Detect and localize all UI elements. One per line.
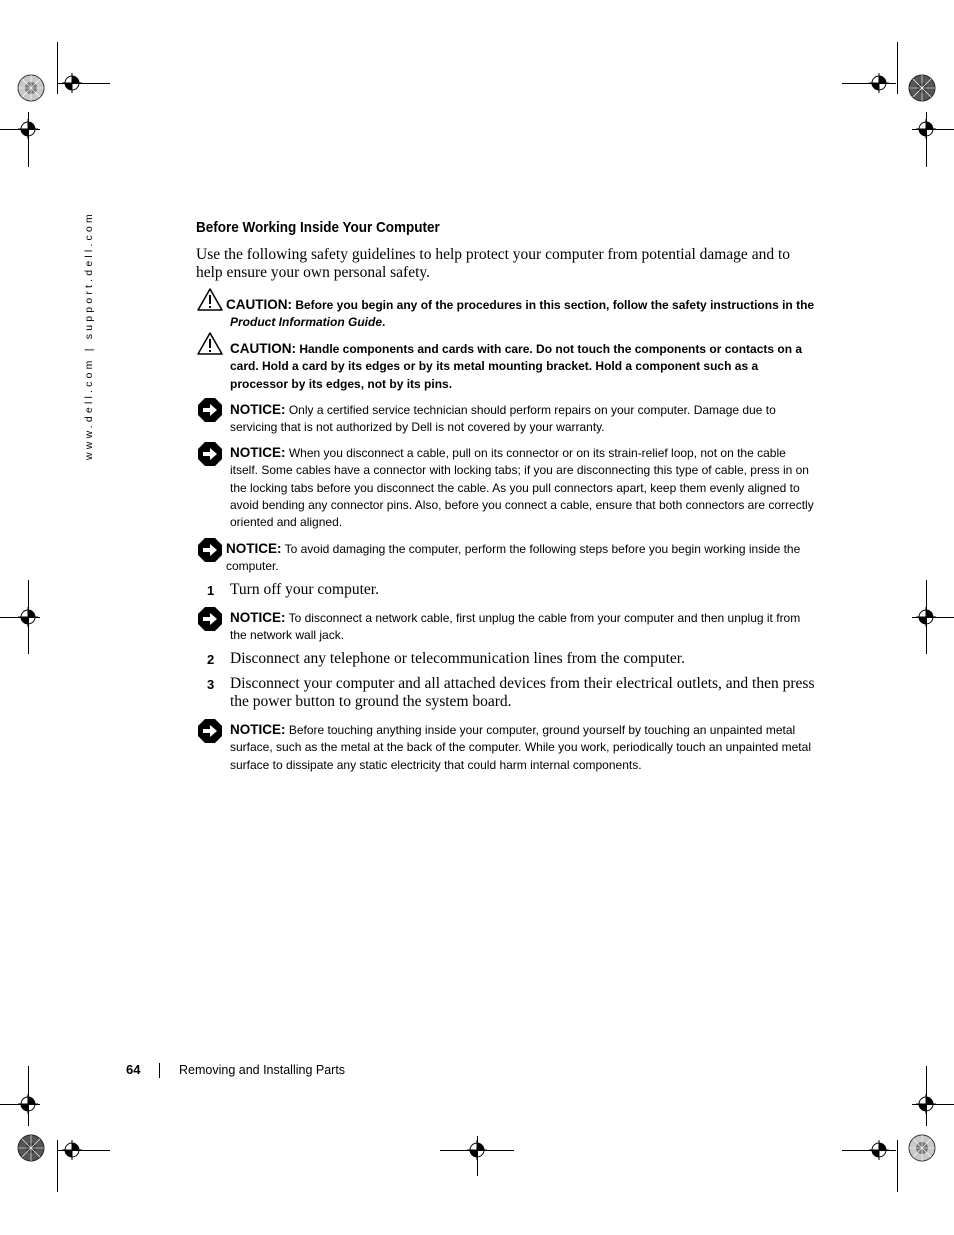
step-text: Disconnect your computer and all attached devices from their electrical outlets, and then press the power button to ground the system board. <box>230 675 815 710</box>
notice-label: NOTICE: <box>230 722 286 737</box>
notice-label: NOTICE: <box>226 541 282 556</box>
step-number: 1 <box>207 583 215 598</box>
notice-4 <box>230 609 815 645</box>
caution-text: Before you begin any of the procedures in this section, follow the safety instructions in the <box>292 298 815 312</box>
caution-text: Handle components and cards with care. Do not touch the components or contacts on a card. Hold a card by its edges or by its metal mounting bracket. Hold a component such as a processor by its edges, not by its pins. <box>230 342 803 391</box>
notice-label: NOTICE: <box>230 402 286 417</box>
notice-text: Only a certified service technician should perform repairs on your computer. Damage due to servicing that is not authorized by Dell is not covered by your warranty. <box>230 403 776 435</box>
caution-end: . <box>382 315 386 330</box>
notice-3 <box>226 540 816 576</box>
step-text: Turn off your computer. <box>230 581 379 598</box>
notice-arrow-icon <box>197 397 223 423</box>
notice-arrow-icon <box>197 441 223 467</box>
notice-arrow-icon <box>197 537 223 563</box>
page-number: 64 <box>126 1062 141 1077</box>
notice-text: When you disconnect a cable, pull on its connector or on its strain-relief loop, not on the cable itself. Some cables have a connector with locking tabs; if you are disconnecting this type of cable, press in on the locking tabs before you disconnect the cable. As you pull connectors apart, keep them evenly aligned to avoid bending any connector pins. Also, before you connect a cable, ensure that both connectors are correctly oriented and aligned. <box>230 446 814 530</box>
notice-text: To disconnect a network cable, first unplug the cable from your computer and then unplug it from the network wall jack. <box>230 611 801 643</box>
warning-triangle-icon <box>197 287 223 313</box>
caution-2 <box>230 340 815 393</box>
notice-5 <box>230 721 815 774</box>
notice-text: Before touching anything inside your computer, ground yourself by touching an unpainted metal surface, such as the metal at the back of the computer. While you work, periodically touch an unpainted metal surface to dissipate any static electricity that could harm internal components. <box>230 723 811 772</box>
notice-arrow-icon <box>197 606 223 632</box>
step-number: 3 <box>207 677 215 692</box>
notice-label: NOTICE: <box>230 610 286 625</box>
notice-text: To avoid damaging the computer, perform the following steps before you begin working inside the computer. <box>226 542 801 574</box>
notice-2 <box>230 444 815 531</box>
footer-chapter-title: Removing and Installing Parts <box>179 1063 346 1077</box>
caution-label: CAUTION: <box>230 341 296 356</box>
product-info-guide-ref: Product Information Guide <box>230 315 382 330</box>
step-text: Disconnect any telephone or telecommunication lines from the computer. <box>230 650 685 667</box>
sidebar-url: www.dell.com | support.dell.com <box>83 211 95 460</box>
caution-label: CAUTION: <box>226 297 292 312</box>
notice-1 <box>230 401 815 437</box>
intro-paragraph: Use the following safety guidelines to help protect your computer from potential damage and to help ensure your own personal safety. <box>196 246 791 281</box>
footer-divider <box>159 1063 160 1078</box>
caution-1 <box>226 296 816 332</box>
notice-arrow-icon <box>197 718 223 744</box>
section-heading: Before Working Inside Your Computer <box>196 219 440 236</box>
step-number: 2 <box>207 652 215 667</box>
notice-label: NOTICE: <box>230 445 286 460</box>
warning-triangle-icon <box>197 331 223 357</box>
